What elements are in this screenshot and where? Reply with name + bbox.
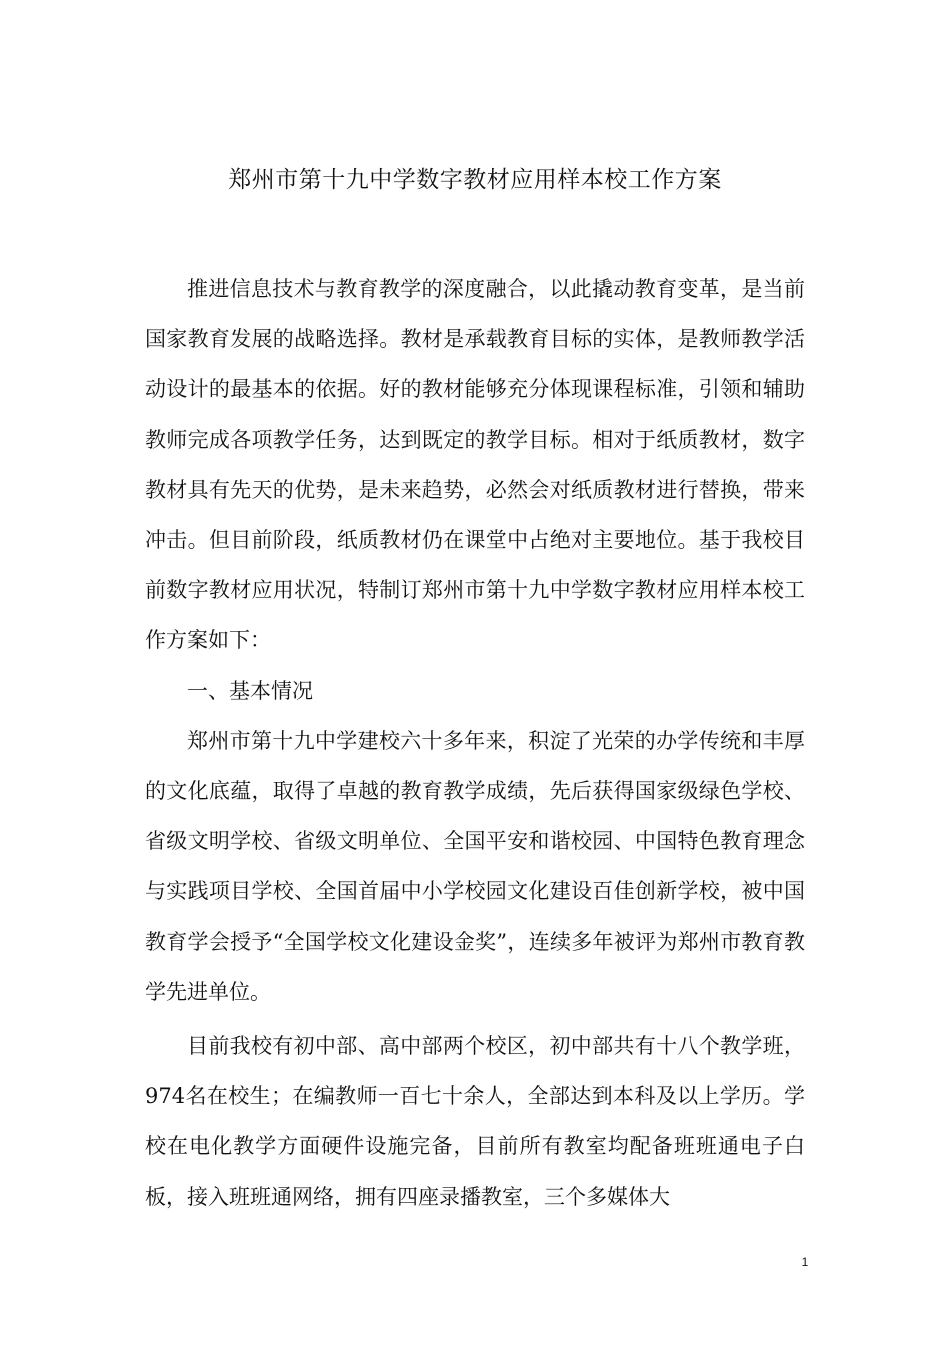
page-number: 1: [801, 1255, 809, 1269]
document-title: 郑州市第十九中学数字教材应用样本校工作方案: [228, 167, 722, 193]
paragraph-school-status: 目前我校有初中部、高中部两个校区，初中部共有十八个教学班，974名在校生；在编教师一百七十余人，全部达到本科及以上学历。学校在电化教学方面硬件设施完备，目前所有教室均配备班班通电子白板，接入班班通网络，拥有四座录播教室，三个多媒体大: [145, 1034, 805, 1209]
paragraph-intro: 推进信息技术与教育教学的深度融合，以此撬动教育变革，是当前国家教育发展的战略选择。教材是承载教育目标的实体，是教师教学活动设计的最基本的依据。好的教材能够充分体现课程标准，引领和辅助教师完成各项教学任务，达到既定的教学目标。相对于纸质教材，数字教材具有先天的优势，是未来趋势，必然会对纸质教材进行替换，带来冲击。但目前阶段，纸质教材仍在课堂中占绝对主要地位。基于我校目前数字教材应用状况，特制订郑州市第十九中学数字教材应用样本校工作方案如下：: [145, 277, 805, 653]
document-body: [145, 264, 805, 1222]
paragraph-school-history: 郑州市第十九中学建校六十多年来，积淀了光荣的办学传统和丰厚的文化底蕴，取得了卓越的教育教学成绩，先后获得国家级绿色学校、省级文明学校、省级文明单位、全国平安和谐校园、中国特色教育理念与实践项目学校、全国首届中小学校园文化建设百佳创新学校，被中国教育学会授予“全国学校文化建设金奖”，连续多年被评为郑州市教育教学先进单位。: [145, 728, 805, 1004]
section-heading-basic-info: 一、基本情况: [187, 678, 313, 703]
